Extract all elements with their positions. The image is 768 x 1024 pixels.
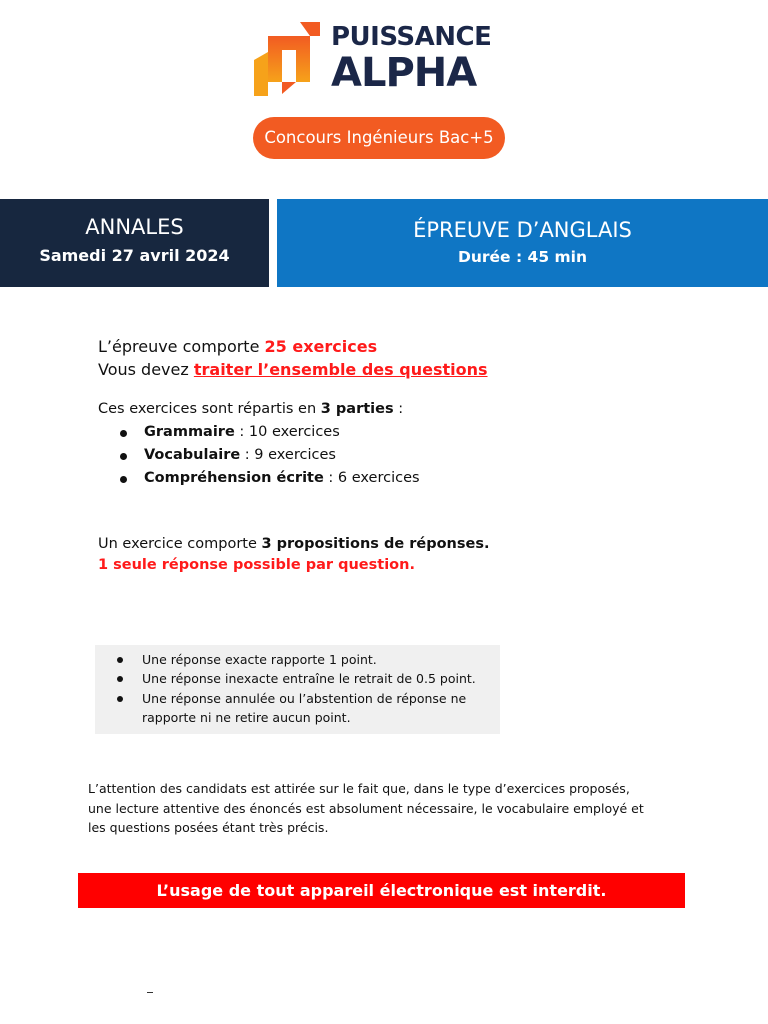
single-answer-rule: 1 seule réponse possible par question.: [98, 557, 415, 573]
scoring-rule: Une réponse annulée ou l’abstention de réponse ne rapporte ni ne retire aucun point.: [142, 690, 467, 725]
exercise-count: 25 exercices: [264, 337, 378, 356]
intro-line-2: [98, 358, 658, 381]
logo-mark-icon: [252, 22, 322, 96]
part-name: Vocabulaire: [144, 447, 241, 463]
exam-date: Samedi 27 avril 2024: [39, 246, 230, 265]
scoring-list: [95, 645, 500, 727]
parts-count: 3 parties: [320, 401, 394, 417]
parts-list: [98, 421, 658, 490]
scoring-rule: Une réponse exacte rapporte 1 point.: [142, 652, 377, 667]
list-item: [98, 467, 658, 490]
exam-header: [277, 199, 768, 287]
part-name: Grammaire: [144, 424, 235, 440]
bullet-icon: [120, 476, 127, 483]
list-item: [95, 650, 500, 669]
list-item: [98, 421, 658, 444]
list-item: [95, 669, 500, 688]
parts-intro: [98, 398, 658, 421]
puissance-alpha-logo: [252, 22, 508, 98]
annales-title: ANNALES: [85, 215, 184, 239]
answers-line: [98, 534, 658, 555]
contest-badge: Concours Ingénieurs Bac+5: [253, 117, 505, 159]
attention-paragraph: L’attention des candidats est attirée sur le fait que, dans le type d’exercices proposés, une lecture attentive des énoncés est absolument nécessaire, le vocabulaire employé et les questions posées étant très précis.: [88, 781, 644, 835]
intro-line-1-text: L’épreuve comporte: [98, 337, 265, 356]
bullet-icon: [120, 453, 127, 460]
part-detail: : 10 exercices: [234, 424, 340, 440]
bullet-icon: [117, 657, 123, 663]
bullet-icon: [120, 430, 127, 437]
scoring-rule: Une réponse inexacte entraîne le retrait de 0.5 point.: [142, 671, 476, 687]
list-item: [95, 689, 500, 728]
annales-header: [0, 199, 269, 287]
intro-line-1: [98, 335, 658, 358]
logo-text-alpha: ALPHA: [331, 50, 477, 96]
bullet-icon: [117, 676, 123, 682]
scoring-box: [95, 645, 500, 734]
list-item: [98, 444, 658, 467]
answers-count: 3 propositions de réponses.: [261, 536, 490, 552]
part-detail: : 9 exercices: [240, 447, 336, 463]
exam-title: ÉPREUVE D’ANGLAIS: [413, 218, 632, 242]
bullet-icon: [117, 696, 123, 702]
logo-text-puissance: PUISSANCE: [331, 22, 492, 52]
answers-block: [98, 534, 658, 576]
intro-block: [98, 335, 658, 381]
intro-line-2-text: Vous devez: [98, 360, 194, 379]
electronic-devices-banner: L’usage de tout appareil électronique est interdit.: [78, 873, 685, 908]
instruction-highlight: traiter l’ensemble des questions: [193, 360, 488, 379]
parts-prefix: Ces exercices sont répartis en: [98, 401, 321, 417]
part-name: Compréhension écrite: [144, 470, 324, 486]
answers-prefix: Un exercice comporte: [98, 536, 262, 552]
page-mark: [147, 992, 153, 993]
parts-suffix: :: [393, 401, 404, 417]
part-detail: : 6 exercices: [323, 470, 420, 486]
parts-block: [98, 398, 658, 490]
exam-duration: Durée : 45 min: [457, 248, 588, 266]
